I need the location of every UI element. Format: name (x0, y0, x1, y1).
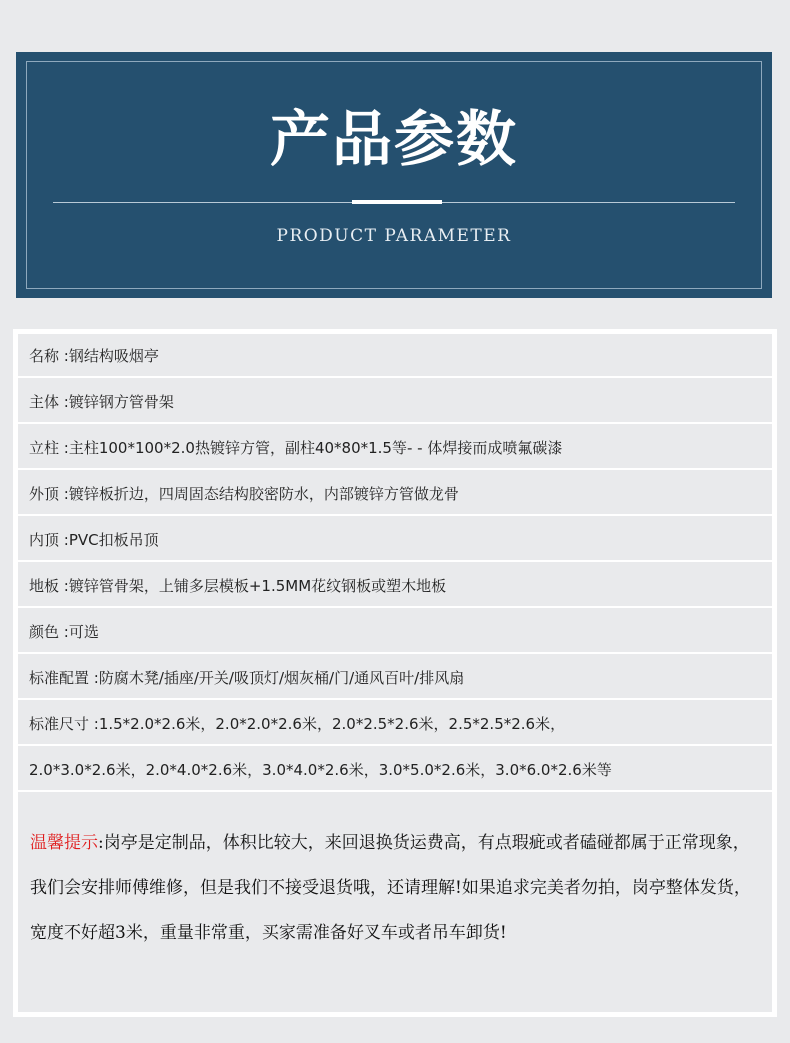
spec-value: 2.0*3.0*2.6米，2.0*4.0*2.6米，3.0*4.0*2.6米，3.0*5.0*2.6米，3.0*6.0*2.6米等 (29, 760, 612, 779)
spec-value: 可选 (68, 622, 99, 641)
spec-table (18, 334, 772, 1012)
spec-value: 1.5*2.0*2.6米，2.0*2.0*2.6米，2.0*2.5*2.6米，2.5*2.5*2.6米， (98, 714, 566, 733)
spec-value: PVC扣板吊顶 (68, 530, 159, 549)
title-divider-accent (352, 200, 442, 204)
spec-value: 钢结构吸烟亭 (68, 346, 159, 365)
spec-row-ceiling (18, 518, 772, 562)
spec-label: 内顶 : (29, 530, 69, 549)
spec-row-config (18, 656, 772, 700)
spec-row-size (18, 702, 772, 746)
spec-label: 地板 : (29, 576, 69, 595)
spec-row-floor (18, 564, 772, 608)
spec-label: 名称 : (29, 346, 69, 365)
page-title: 产品参数 (270, 105, 518, 175)
spec-value: 镀锌钢方管骨架 (68, 392, 174, 411)
spec-value: 防腐木凳/插座/开关/吸顶灯/烟灰桶/门/通风百叶/排风扇 (98, 668, 465, 687)
spec-value: 主柱100*100*2.0热镀锌方管，副柱40*80*1.5等- - 体焊接而成喷氟碳漆 (68, 438, 563, 457)
spec-row-size-continued (18, 748, 772, 792)
spec-label: 主体 : (29, 392, 69, 411)
spec-value: 镀锌管骨架，上铺多层模板+1.5MM花纹钢板或塑木地板 (68, 576, 447, 595)
page-subtitle: PRODUCT PARAMETER (276, 226, 512, 246)
spec-row-body (18, 380, 772, 424)
spec-label: 外顶 : (29, 484, 69, 503)
notice-label: 温馨提示 (30, 833, 98, 853)
spec-value: 镀锌板折边，四周固态结构胶密防水，内部镀锌方管做龙骨 (68, 484, 459, 503)
spec-label: 立柱 : (29, 438, 69, 457)
notice-body: :岗亭是定制品，体积比较大，来回退换货运费高，有点瑕疵或者磕碰都属于正常现象，我们会安排师傅维修，但是我们不接受退货哦，还请理解!如果追求完美者勿拍，岗亭整体发货，宽度不好超3米，重量非常重，买家需准备好叉车或者吊车卸货! (30, 833, 751, 943)
banner-frame (26, 61, 762, 289)
spec-row-name (18, 334, 772, 378)
header-banner (16, 52, 772, 298)
spec-label: 颜色 : (29, 622, 69, 641)
spec-row-column (18, 426, 772, 470)
notice-text (30, 821, 758, 956)
spec-panel (13, 329, 777, 1017)
spec-label: 标准配置 : (29, 668, 99, 687)
spec-label: 标准尺寸 : (29, 714, 99, 733)
spec-row-color (18, 610, 772, 654)
spec-row-roof (18, 472, 772, 516)
